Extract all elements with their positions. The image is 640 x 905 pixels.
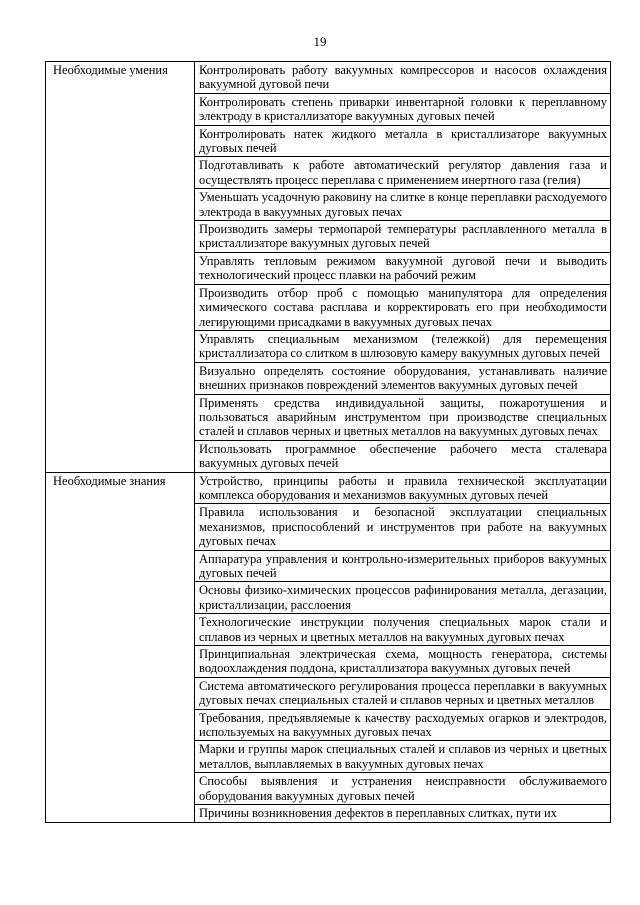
page-bottom-edge (0, 848, 640, 905)
requirement-item: Технологические инструкции получения специальных марок стали и сплавов из черных и цветных металлов на вакуумных дуговых печах (195, 614, 611, 646)
requirement-item: Причины возникновения дефектов в переплавных слитках, пути их (195, 805, 611, 822)
requirements-table (45, 61, 611, 823)
requirement-item: Производить отбор проб с помощью манипулятора для определения химического состава расплава и корректировать его при необходимости легирующими присадками в вакуумных дуговых печах (195, 284, 611, 330)
requirement-item: Управлять тепловым режимом вакуумной дуговой печи и выводить технологический процесс плавки на рабочий режим (195, 252, 611, 284)
table-row (46, 62, 611, 94)
requirement-item: Использовать программное обеспечение рабочего места сталевара вакуумных дуговых печей (195, 440, 611, 472)
requirement-item: Принципиальная электрическая схема, мощность генератора, системы водоохлаждения поддона, кристаллизатора вакуумных дуговых печей (195, 646, 611, 678)
requirement-item: Устройство, принципы работы и правила технической эксплуатации комплекса оборудования и механизмов вакуумных дуговых печей (195, 472, 611, 504)
section-label: Необходимые умения (46, 62, 195, 473)
requirement-item: Подготавливать к работе автоматический регулятор давления газа и осуществлять процесс переплава с применением инертного газа (гелия) (195, 157, 611, 189)
requirement-item: Производить замеры термопарой температуры расплавленного металла в кристаллизаторе вакуумных дуговых печей (195, 221, 611, 253)
requirement-item: Применять средства индивидуальной защиты, пожаротушения и пользоваться аварийным инструментом при производстве специальных сталей и сплавов черных и цветных металлов на вакуумных дуговых печах (195, 394, 611, 440)
section-label: Необходимые знания (46, 472, 195, 822)
requirement-item: Правила использования и безопасной эксплуатации специальных механизмов, приспособлений и инструментов при работе на вакуумных дуговых печах (195, 504, 611, 550)
page-number: 19 (313, 34, 327, 49)
requirement-item: Система автоматического регулирования процесса переплавки в вакуумных дуговых печах специальных сталей и сплавов черных и цветных металлов (195, 677, 611, 709)
table-body (46, 62, 611, 823)
requirement-item: Аппаратура управления и контрольно-измерительных приборов вакуумных дуговых печей (195, 550, 611, 582)
requirement-item: Контролировать степень приварки инвентарной головки к переплавному электроду в кристаллизаторе вакуумных дуговых печей (195, 93, 611, 125)
requirement-item: Контролировать работу вакуумных компрессоров и насосов охлаждения вакуумной дуговой печи (195, 62, 611, 94)
requirement-item: Уменьшать усадочную раковину на слитке в конце переплавки расходуемого электрода в вакуумных дуговых печах (195, 189, 611, 221)
requirement-item: Способы выявления и устранения неисправности обслуживаемого оборудования вакуумных дуговых печей (195, 773, 611, 805)
requirement-item: Требования, предъявляемые к качеству расходуемых огарков и электродов, используемых на вакуумных дуговых печах (195, 709, 611, 741)
requirement-item: Визуально определять состояние оборудования, устанавливать наличие внешних признаков повреждений элементов вакуумных дуговых печей (195, 362, 611, 394)
requirement-item: Основы физико-химических процессов рафинирования металла, дегазации, кристаллизации, расслоения (195, 582, 611, 614)
table-row (46, 472, 611, 504)
requirement-item: Контролировать натек жидкого металла в кристаллизаторе вакуумных дуговых печей (195, 125, 611, 157)
requirement-item: Марки и группы марок специальных сталей и сплавов из черных и цветных металлов, выплавляемых в вакуумных дуговых печах (195, 741, 611, 773)
requirement-item: Управлять специальным механизмом (тележкой) для перемещения кристаллизатора со слитком в шлюзовую камеру вакуумных дуговых печей (195, 330, 611, 362)
